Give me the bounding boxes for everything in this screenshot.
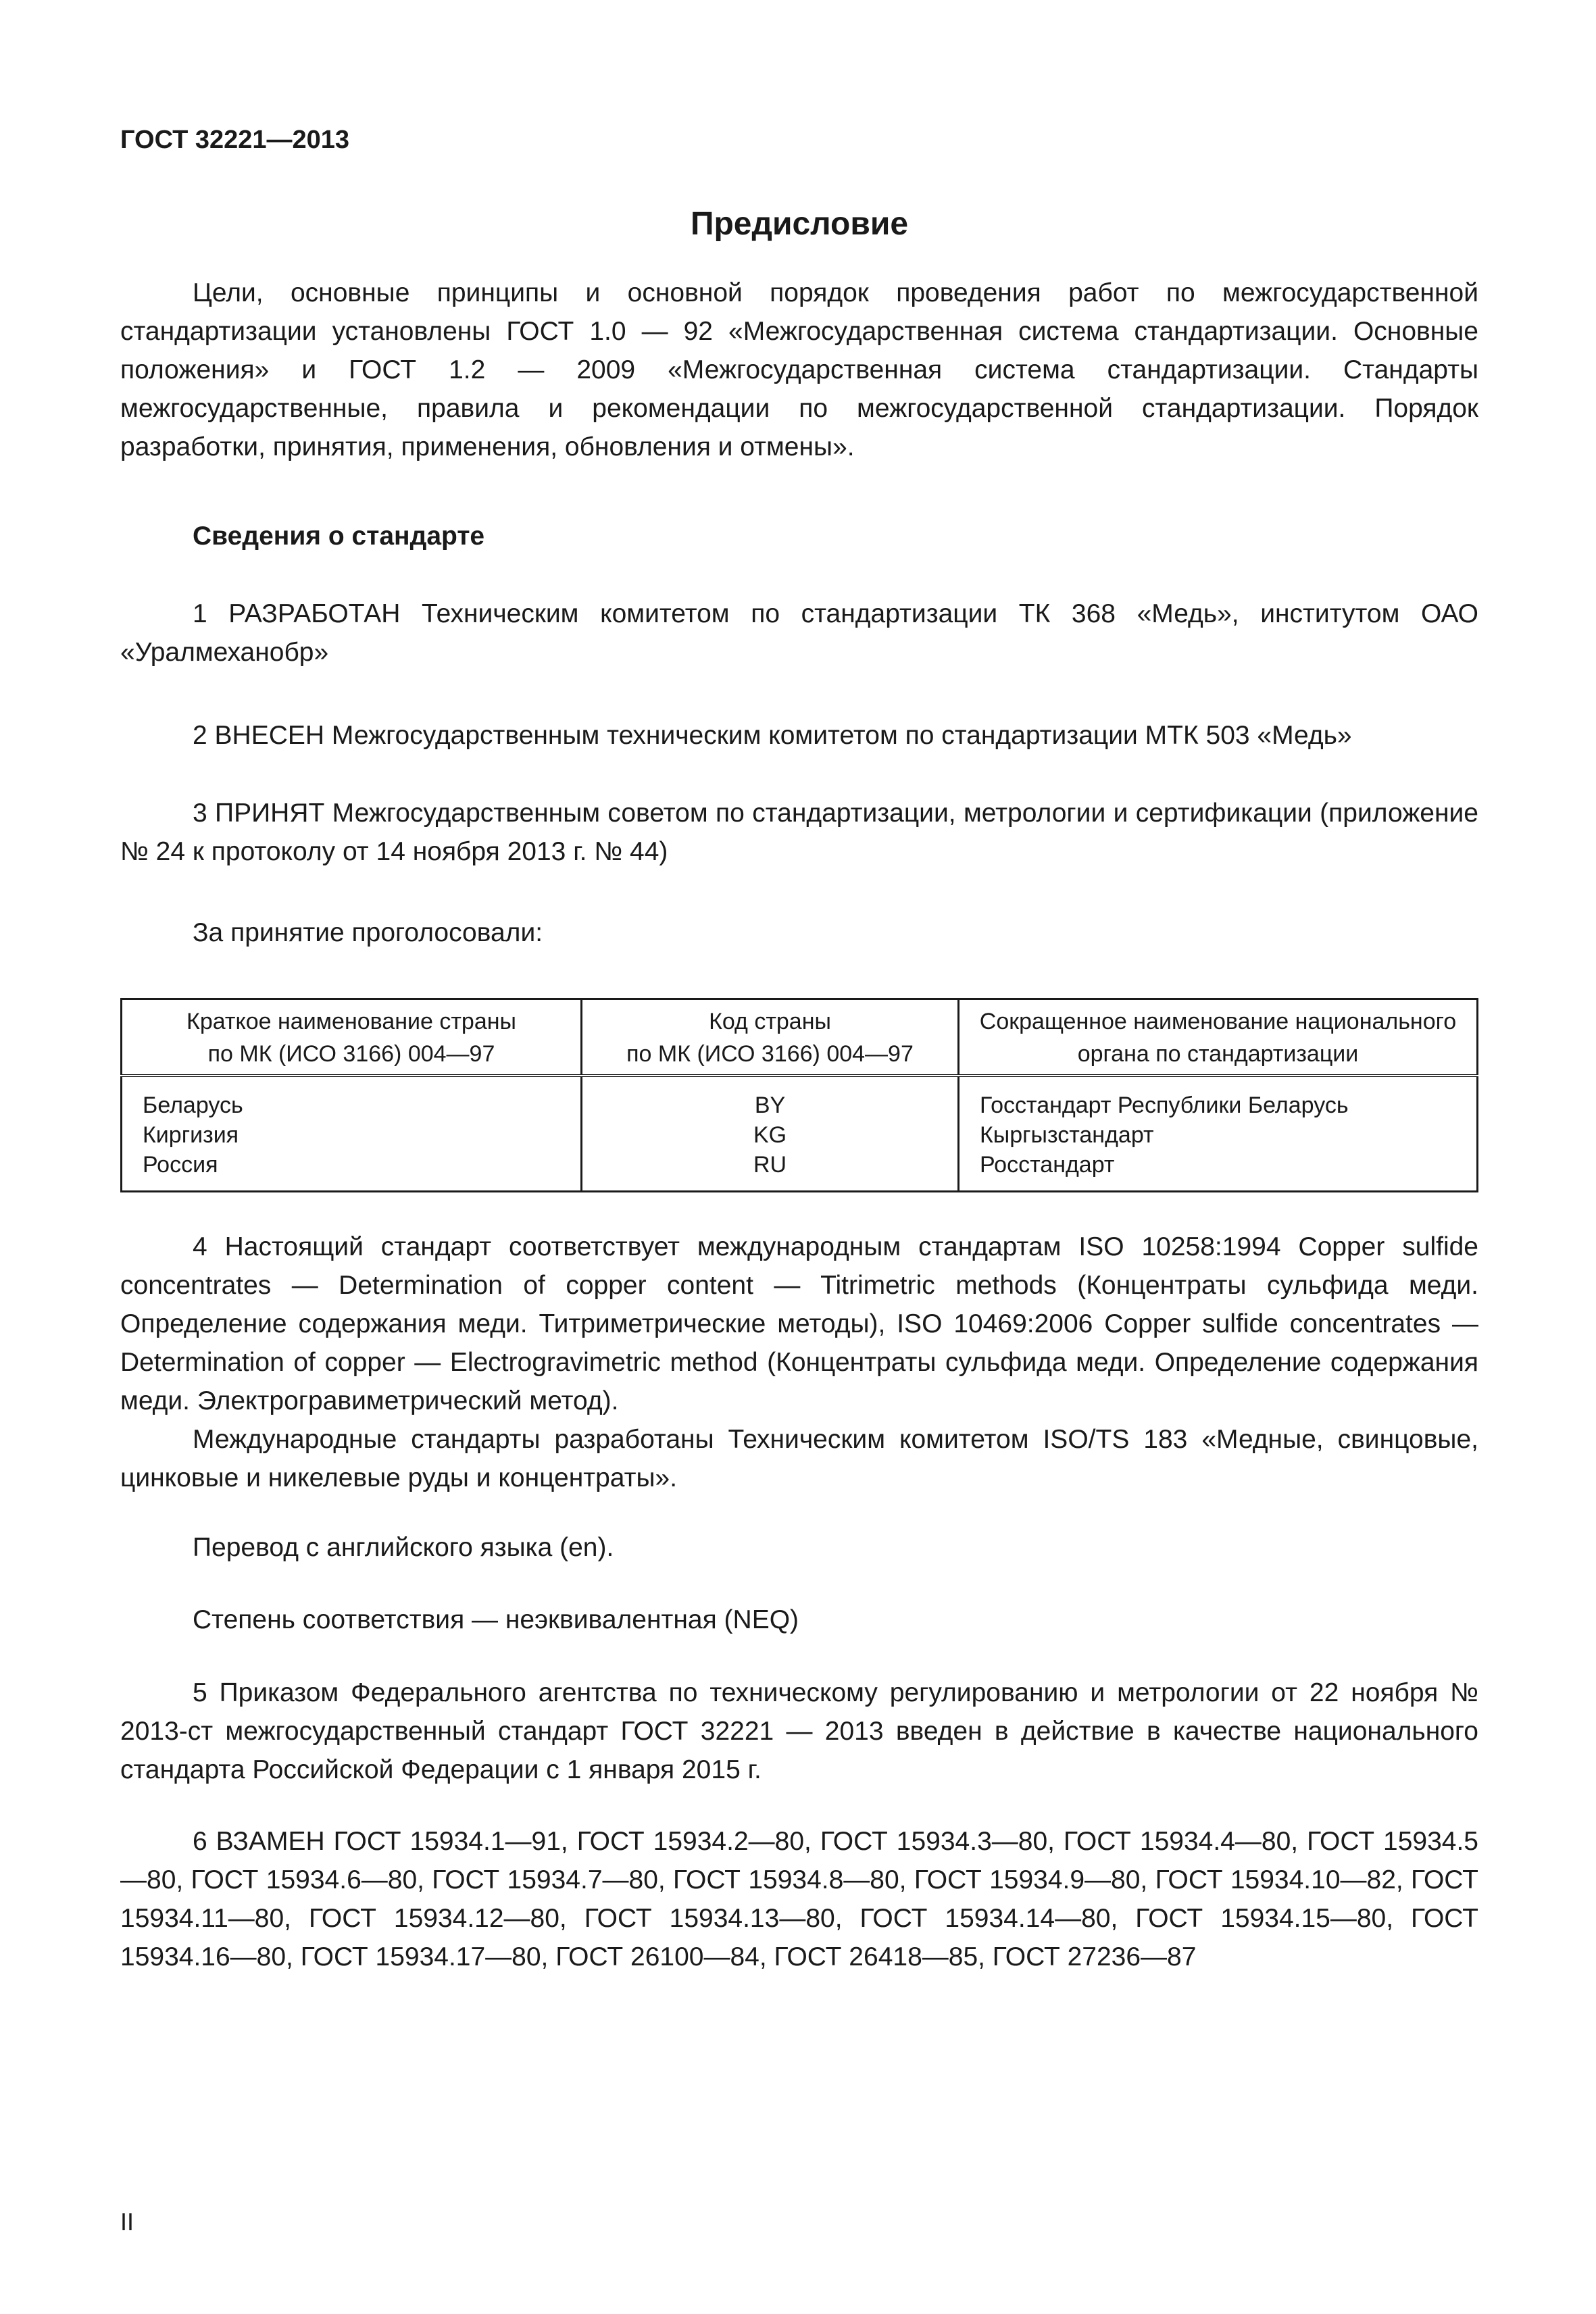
item-enacted: [120, 1674, 1478, 1789]
section-heading: Сведения о стандарте: [193, 522, 485, 551]
intro-text: Цели, основные принципы и основной порядок проведения работ по межгосударственной стандартизации установлены ГОСТ 1.0 — 92 «Межгосударственная система стандартизации. Основные положения» и ГОСТ 1.2 — 2009 «Межгосударственная система стандартизации. Стандарты межгосударственные, правила и рекомендации по межгосударственной стандартизации. Порядок разработки, принятия, применения, обновления и отмены».: [120, 278, 1478, 461]
voting-table: [120, 998, 1478, 1192]
table-cell: Киргизия: [143, 1122, 239, 1148]
document-page: [120, 0, 1478, 2314]
item-developed-text: 1 РАЗРАБОТАН Техническим комитетом по стандартизации ТК 368 «Медь», институтом ОАО «Уралмеханобр»: [120, 599, 1478, 667]
header-line: Сокращенное наименование национального: [979, 1009, 1457, 1034]
country-column: [122, 1076, 582, 1192]
voted-label: [120, 913, 1478, 952]
table-cell: Росстандарт: [980, 1152, 1115, 1178]
header-line: Код страны: [709, 1009, 831, 1034]
page-title: Предисловие: [690, 206, 909, 242]
header-national-body: [959, 999, 1478, 1076]
item-adopted: [120, 794, 1478, 871]
table-cell: Беларусь: [143, 1092, 243, 1118]
header-line: по МК (ИСО 3166) 004—97: [626, 1041, 914, 1067]
table-cell: BY: [754, 1092, 786, 1118]
table-cell: Россия: [143, 1152, 218, 1178]
header-line: Краткое наименование страны: [186, 1009, 516, 1034]
item-submitted-text: 2 ВНЕСЕН Межгосударственным техническим комитетом по стандартизации МТК 503 «Медь»: [193, 721, 1352, 750]
header-country-code: [582, 999, 959, 1076]
conformity-degree: [120, 1601, 1478, 1639]
table-cell: Госстандарт Республики Беларусь: [980, 1092, 1349, 1118]
table-cell: RU: [753, 1152, 787, 1178]
conformity-text: Степень соответствия — неэквивалентная (NEQ): [193, 1605, 799, 1634]
item-replaces: [120, 1822, 1478, 1976]
header-line: органа по стандартизации: [1077, 1041, 1359, 1067]
translation-note: [120, 1528, 1478, 1567]
item-submitted: [120, 716, 1478, 755]
item-developed: [120, 595, 1478, 672]
item-adopted-text: 3 ПРИНЯТ Межгосударственным советом по стандартизации, метрологии и сертификации (приложение № 24 к протоколу от 14 ноября 2013 г. № 44): [120, 799, 1478, 866]
intro-paragraph: [120, 274, 1478, 466]
table-cell: KG: [753, 1122, 787, 1148]
translation-text: Перевод с английского языка (en).: [193, 1533, 614, 1562]
table-body-row: [122, 1076, 1478, 1192]
item4-committee-text: Международные стандарты разработаны Техническим комитетом ISO/TS 183 «Медные, свинцовые, цинковые и никелевые руды и концентраты».: [120, 1425, 1478, 1492]
item4-conformity: [120, 1228, 1478, 1497]
code-column: [582, 1076, 959, 1192]
document-code: ГОСТ 32221—2013: [120, 126, 350, 154]
voted-label-text: За принятие проголосовали:: [193, 918, 543, 947]
header-line: по МК (ИСО 3166) 004—97: [207, 1041, 495, 1067]
item-replaces-text: 6 ВЗАМЕН ГОСТ 15934.1—91, ГОСТ 15934.2—80, ГОСТ 15934.3—80, ГОСТ 15934.4—80, ГОСТ 15934.5—80, ГОСТ 15934.6—80, ГОСТ 15934.7—80, ГОСТ 15934.8—80, ГОСТ 15934.9—80, ГОСТ 15934.10—82, ГОСТ 15934.11—80, ГОСТ 15934.12—80, ГОСТ 15934.13—80, ГОСТ 15934.14—80, ГОСТ 15934.15—80, ГОСТ 15934.16—80, ГОСТ 15934.17—80, ГОСТ 26100—84, ГОСТ 26418—85, ГОСТ 27236—87: [120, 1827, 1478, 1971]
item4-text: 4 Настоящий стандарт соответствует международным стандартам ISO 10258:1994 Copper sulfide concentrates — Determination of copper content — Titrimetric methods (Концентраты сульфида меди. Определение содержания меди. Титриметрические методы), ISO 10469:2006 Copper sulfide concentrates — Determination of copper — Electrogravimetric method (Концентраты сульфида меди. Определение содержания меди. Электрогравиметрический метод).: [120, 1232, 1478, 1415]
table-header-row: [122, 999, 1478, 1076]
header-country-name: [122, 999, 582, 1076]
page-number: II: [120, 2208, 134, 2236]
item-enacted-text: 5 Приказом Федерального агентства по техническому регулированию и метрологии от 22 ноября № 2013-ст межгосударственный стандарт ГОСТ 32221 — 2013 введен в действие в качестве национального стандарта Российской Федерации с 1 января 2015 г.: [120, 1678, 1478, 1784]
table-cell: Кыргызстандарт: [980, 1122, 1154, 1148]
body-column: [959, 1076, 1478, 1192]
